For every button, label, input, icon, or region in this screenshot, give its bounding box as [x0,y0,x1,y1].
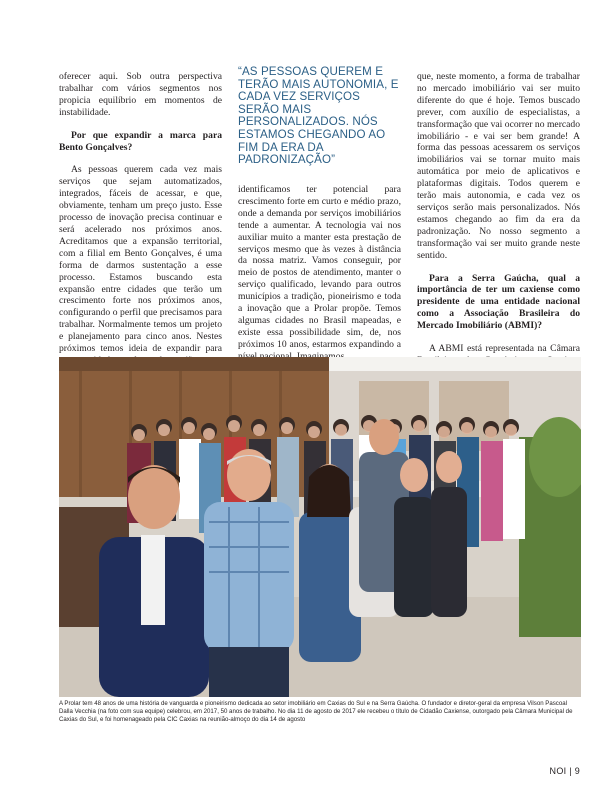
text-column-2 [238,184,401,363]
body-paragraph: identificamos ter potencial para crescimento forte em curto e médio prazo, onde a demanda por serviços imobiliários tende a aumentar. A tecnologia vai nos auxiliar muito a manter esta prestação de serviços mesmo que às vezes à distância da nossa matriz. Vamos conseguir, por meio de postos de atendimento, manter o serviço qualificado, levando para outros municípios a tradição, pioneirismo e toda a inovação que a Prolar propõe. Temos algumas cidades no Brasil mapeadas, e existe essa possibilidade sim, de, nos próximos 10 anos, estarmos expandindo a [238,184,401,350]
photo-caption: A Prolar tem 48 anos de uma história de vanguarda e pioneirismo dedicada ao setor imobiliário em Caxias do Sul e na Serra Gaúcha. O fundador e diretor-geral da empresa Vilson Pascoal Dalla Vecchia (na foto com sua equipe) celebrou, em 2017, 50 anos de trabalho. No dia 11 de agosto de 2017 ele recebeu o título de Cidadão Caxiense, outorgado pela Câmara Municipal de Caxias do Sul, e foi homenageado pela CIC Caxias na reunião-almoço do dia 14 de agosto [59,700,573,724]
page-footer [550,766,580,776]
magazine-name: NOI [549,766,567,776]
footer-separator: | [569,766,572,776]
body-paragraph: que, neste momento, a forma de trabalhar no mercado imobiliário vai ser muito diferente do que é hoje. Temos buscado prever, com auxílio de especialistas, a transformação que vai ocorrer no mercado imobiliário - e vai ser bem grande! A forma das pessoas acessarem os serviços imobiliários vai se tornar muito mais automática por meio de aplicativos e plataformas digitais. Todos querem e terão mais autonomia, e cada vez os serviços serão mais personalizados. Nós estamos chegando ao fim da era da padronização. No nosso segmento a transformação vai ser muito grande neste sentido. [417,71,580,261]
team-photo [59,357,581,697]
body-paragraph: oferecer aqui. Sob outra perspectiva trabalhar com vários segmentos nos propicia equilíbrio em momentos de instabilidade. [59,71,222,118]
text-column-1 [59,71,222,379]
page-number: 9 [574,766,580,776]
interview-question: Por que expandir a marca para Bento Gonçalves? [59,129,222,153]
pull-quote: “AS PESSOAS QUEREM E TERÃO MAIS AUTONOMIA, E CADA VEZ SERVIÇOS SERÃO MAIS PERSONALIZADOS. NÓS ESTAMOS CHEGANDO AO FIM DA ERA DA PADRONIZAÇÃO” [238,65,399,167]
body-paragraph: As pessoas querem cada vez mais serviços que sejam automatizados, integrados, fáceis de acessar, e que, obviamente, tenham um preço justo. Esse processo de inovação precisa continuar e será acelerado nos próximos anos. Acreditamos que a expansão territorial, com a filial em Bento Gonçalves, é uma forma de darmos sustentação a esse processo. Estamos buscando esta expansão entre cidades que terão um crescimento forte nos próximos anos, configurando o perfil que precisamos para trabalhar. Normalmente temos um projeto e planejamento para cinco anos. Nestes próximos temos ideia de expandir para [59,164,222,355]
text-column-3 [417,71,580,391]
interview-question: Para a Serra Gaúcha, qual a importância de ter um caxiense como presidente de uma entidade nacional como a Associação Brasileira do Mercado Imobiliário (ABMI)? [417,272,580,332]
body-paragraph: A ABMI está representada na Câmara [429,343,580,355]
